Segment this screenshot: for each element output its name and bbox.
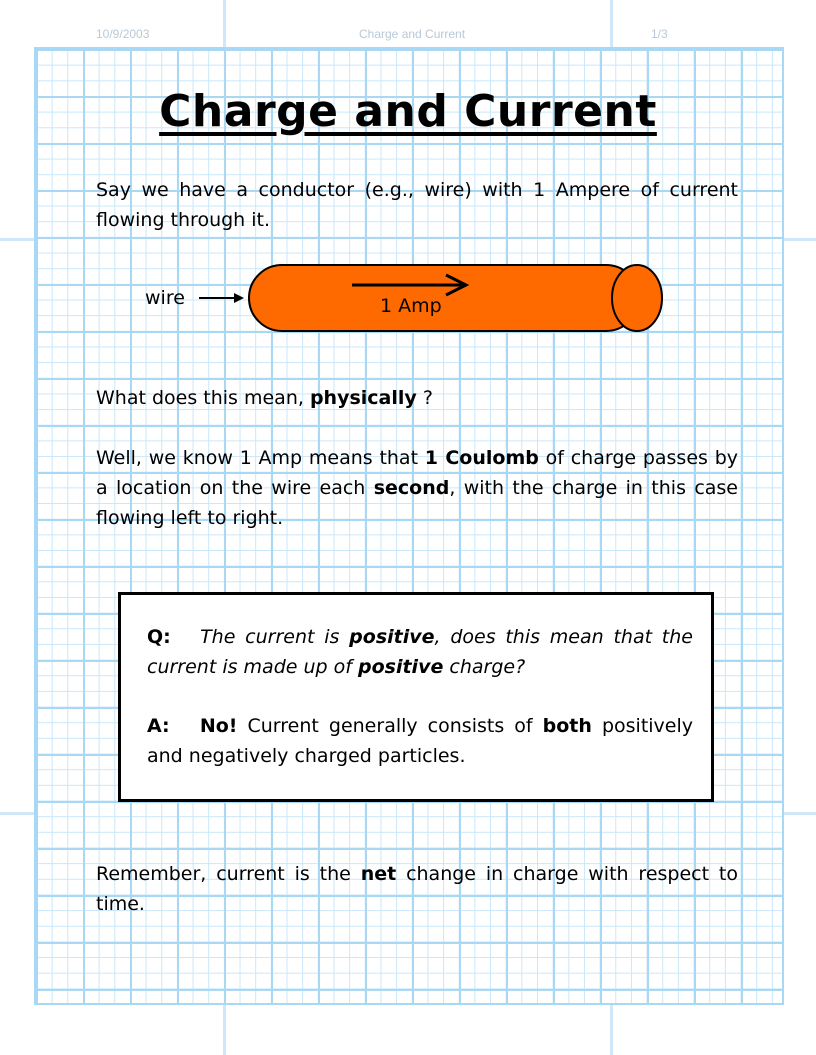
remember-paragraph (96, 859, 738, 919)
header-date: 10/9/2003 (96, 27, 150, 41)
question-bold-2: positive (358, 656, 444, 678)
answer-text-1: Current generally consists of (237, 715, 543, 737)
explanation-bold-1: 1 Coulomb (424, 447, 539, 469)
physically-question-pre: What does this mean, (96, 387, 310, 409)
explanation-bold-2: second (373, 477, 450, 499)
wire-end-cap (612, 265, 662, 331)
remember-bold: net (360, 863, 397, 885)
explanation-text-1: Well, we know 1 Amp means that (96, 447, 425, 469)
answer-text-2: positively and negatively charged particles. (147, 715, 694, 767)
question-bold-1: positive (349, 626, 435, 648)
wire-pointer-arrowhead (234, 293, 244, 303)
explanation-text-3: , with the charge in this case flowing left to right. (96, 477, 738, 529)
wire-body (249, 265, 639, 331)
explanation-text-2: of charge passes by a location on the wire each (96, 447, 738, 499)
page-title: Charge and Current (159, 86, 657, 137)
physically-question (96, 383, 738, 413)
qa-box (118, 592, 714, 802)
wire-label: wire (145, 287, 185, 309)
header-page-number: 1/3 (651, 27, 668, 41)
answer-bold-2: both (542, 715, 592, 737)
question-block (147, 622, 693, 682)
explanation-paragraph (96, 443, 738, 533)
physically-question-post: ? (416, 387, 433, 409)
physically-question-bold: physically (309, 387, 417, 409)
question-text-1: The current is (200, 626, 350, 648)
answer-block (147, 711, 693, 771)
current-label: 1 Amp (380, 295, 442, 317)
remember-text-2: change in charge with respect to time. (96, 863, 738, 915)
answer-bold-1: No! (199, 715, 238, 737)
intro-text: Say we have a conductor (e.g., wire) with 1 Ampere of current flowing through it. (96, 179, 738, 231)
header-title: Charge and Current (359, 27, 466, 41)
question-label: Q: (147, 626, 171, 648)
remember-text-1: Remember, current is the (96, 863, 361, 885)
answer-label: A: (147, 715, 170, 737)
question-text-2: , does this mean that the current is made up of (147, 626, 693, 678)
question-text-3: charge? (443, 656, 526, 678)
